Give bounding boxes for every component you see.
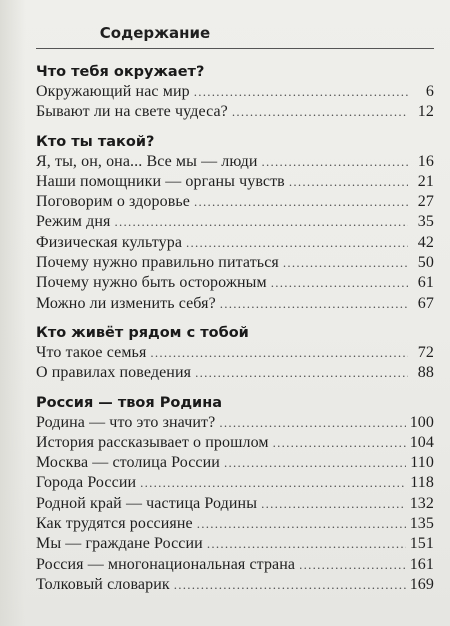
dot-leader [224, 453, 406, 473]
toc-entry-page: 100 [409, 413, 434, 431]
toc-entry-title: Россия — многонациональная страна [36, 555, 296, 573]
toc-entry-title: Можно ли изменить себя? [36, 294, 216, 312]
toc-entry [36, 152, 434, 172]
page-binding-shadow [0, 0, 26, 626]
toc-section [36, 323, 434, 384]
toc-entry-page: 72 [417, 343, 434, 361]
toc-entry [36, 294, 434, 314]
dot-leader [262, 152, 408, 172]
toc-entry-page: 27 [417, 193, 434, 211]
toc-entry [36, 514, 434, 534]
toc-entry-page: 135 [409, 515, 434, 533]
toc-entry-title: Режим дня [36, 213, 111, 231]
toc-entry-page: 61 [417, 274, 434, 292]
page-title: Содержание [99, 24, 211, 42]
toc-entry-page: 6 [425, 83, 434, 100]
toc-entry-page: 67 [417, 294, 434, 312]
dot-leader [197, 514, 406, 534]
toc-entry-page: 104 [409, 433, 434, 451]
section-heading: Кто живёт рядом с тобой [36, 324, 249, 341]
toc-entry [36, 233, 434, 253]
dot-leader [299, 555, 406, 575]
section-heading: Россия — твоя Родина [36, 394, 223, 411]
toc-entry-page: 12 [417, 103, 434, 121]
toc-entry-page: 169 [409, 575, 434, 593]
dot-leader [232, 102, 408, 122]
dot-leader [207, 534, 406, 554]
toc-entry-title: Почему нужно правильно питаться [36, 254, 279, 272]
toc-entry-title: Родной край — частица Родины [36, 494, 258, 512]
toc-entry [36, 172, 434, 192]
toc-section [36, 132, 434, 314]
toc-entry-page: 88 [417, 364, 434, 382]
table-of-contents [36, 56, 434, 595]
section-heading: Что тебя окружает? [36, 64, 205, 80]
toc-entry [36, 494, 434, 514]
toc-entry [36, 433, 434, 453]
toc-entry-title: Наши помощники — органы чувств [36, 172, 285, 190]
toc-section [36, 393, 434, 596]
toc-entry-title: Родина — что это значит? [36, 413, 216, 431]
toc-entry-page: 110 [410, 454, 434, 472]
toc-entry-title: Почему нужно быть осторожным [36, 274, 267, 292]
toc-entry-title: Окружающий нас мир [36, 83, 190, 100]
dot-leader [115, 212, 409, 232]
toc-entry-page: 35 [417, 213, 434, 231]
toc-entry-page: 132 [409, 494, 434, 512]
toc-entry-title: Города России [36, 474, 137, 492]
toc-entry [36, 273, 434, 293]
toc-entry [36, 192, 434, 212]
toc-entry [36, 473, 434, 493]
toc-entry [36, 363, 434, 383]
section-heading: Кто ты такой? [36, 133, 155, 150]
toc-entry-page: 16 [417, 152, 434, 170]
toc-entry [36, 343, 434, 363]
toc-entry-page: 151 [409, 535, 434, 553]
dot-leader [289, 172, 408, 192]
dot-leader [271, 273, 408, 293]
toc-entry-page: 42 [417, 233, 434, 251]
toc-entry-title: Я, ты, он, она... Все мы — люди [36, 152, 258, 170]
dot-leader [219, 413, 405, 433]
toc-section [36, 62, 434, 123]
dot-leader [195, 363, 408, 383]
toc-entry-page: 161 [409, 555, 434, 573]
dot-leader [194, 192, 408, 212]
toc-entry-title: Что такое семья [36, 343, 147, 361]
toc-entry [36, 82, 434, 102]
toc-entry-title: Москва — столица России [36, 454, 220, 472]
dot-leader [283, 253, 408, 273]
toc-entry-title: Бывают ли на свете чудеса? [36, 103, 228, 121]
toc-entry-page: 21 [417, 172, 434, 190]
toc-entry [36, 534, 434, 554]
toc-entry [36, 102, 434, 122]
title-rule [36, 48, 434, 49]
toc-entry [36, 555, 434, 575]
toc-entry-page: 118 [410, 474, 434, 492]
toc-entry [36, 575, 434, 595]
toc-entry-title: История рассказывает о прошлом [36, 433, 269, 451]
toc-entry-title: Мы — граждане России [36, 535, 203, 553]
toc-entry [36, 253, 434, 273]
toc-entry [36, 212, 434, 232]
toc-entry-title: Как трудятся россияне [36, 515, 193, 533]
toc-entry-title: Физическая культура [36, 233, 183, 251]
dot-leader [273, 433, 406, 453]
dot-leader [261, 494, 406, 514]
toc-entry-title: Поговорим о здоровье [36, 193, 190, 211]
toc-entry [36, 413, 434, 433]
toc-entry-title: Толковый словарик [36, 575, 170, 593]
dot-leader [186, 233, 408, 253]
dot-leader [140, 473, 406, 493]
dot-leader [220, 294, 408, 314]
toc-entry [36, 453, 434, 473]
toc-entry-page: 50 [417, 254, 434, 272]
dot-leader [174, 575, 406, 595]
toc-entry-title: О правилах поведения [36, 364, 192, 382]
dot-leader [150, 343, 408, 363]
dot-leader [194, 82, 408, 102]
